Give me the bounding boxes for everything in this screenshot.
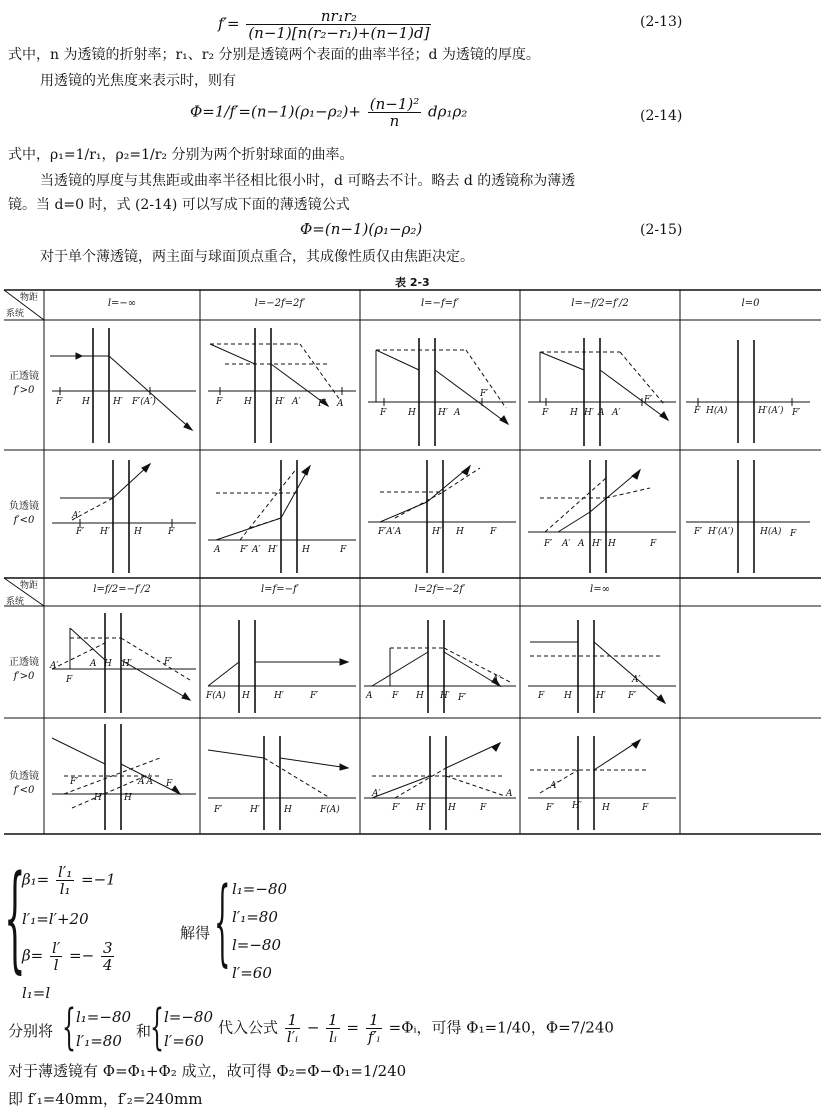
- header1-col4: l=−f/2=f′/2: [571, 298, 629, 309]
- eq-den: (n−1)[n(r₂−r₁)+(n−1)d]: [248, 24, 430, 42]
- svg-text:H′: H′: [440, 691, 450, 701]
- diagram-neg-l-zero: [686, 460, 810, 573]
- left-brace-2: {: [214, 870, 231, 979]
- formula-line: [218, 1012, 614, 1045]
- row-label-negative-2: [4, 770, 44, 798]
- svg-text:F: F: [480, 803, 487, 813]
- beta1-num: l′₁: [58, 863, 73, 881]
- svg-text:H′: H′: [572, 801, 582, 811]
- system-beta: [22, 940, 116, 973]
- beta-frac: [50, 940, 62, 973]
- svg-text:H: H: [244, 397, 252, 407]
- svg-text:H(A): H(A): [760, 527, 782, 537]
- svg-text:A: A: [337, 399, 344, 409]
- svg-text:F′: F′: [240, 545, 249, 555]
- diagram-neg-l-f: [208, 736, 356, 830]
- svg-text:F: F: [166, 779, 173, 789]
- beta1-rhs: =−1: [81, 870, 116, 889]
- svg-text:F′: F′: [310, 691, 319, 701]
- row-label-a: 正透镜: [9, 657, 39, 668]
- svg-text:F′: F′: [76, 527, 85, 537]
- eq-number-2-15: (2-15): [640, 222, 683, 238]
- svg-text:A′: A′: [632, 675, 641, 685]
- header1-col3: l=−f=f′: [420, 298, 459, 309]
- diagram-neg-l-neg-f: [368, 460, 516, 573]
- svg-text:H: H: [570, 408, 578, 418]
- diagram-pos-l-zero: [686, 340, 810, 443]
- svg-text:A′: A′: [562, 539, 571, 549]
- beta-fden: 4: [102, 956, 113, 974]
- svg-text:F: F: [56, 397, 63, 407]
- daiyu-label: 代入公式: [218, 1018, 279, 1037]
- row-label-positive-1: [4, 370, 44, 398]
- svg-text:F′: F′: [214, 805, 223, 815]
- svg-text:H′: H′: [250, 805, 260, 815]
- system-l1p: l′₁=l′+20: [22, 910, 89, 928]
- row-label-a: 负透镜: [9, 771, 39, 782]
- eq-2-13-fraction: [246, 8, 431, 41]
- svg-text:F′: F′: [164, 657, 173, 667]
- paragraph-line-2: 用透镜的光焦度来表示时，则有: [40, 73, 236, 89]
- svg-text:A: A: [454, 408, 461, 418]
- eq-num: nr₁r₂: [246, 8, 431, 25]
- pair1-b: l′₁=80: [76, 1032, 122, 1050]
- row-label-b: f′>0: [13, 385, 35, 396]
- svg-text:F′(A′): F′(A′): [132, 397, 156, 407]
- diagram-neg-l-neg-2f: [208, 460, 356, 573]
- svg-text:F: F: [790, 529, 797, 539]
- frac-b-num: 1: [328, 1011, 338, 1029]
- eq-lhs: Φ=1/f′=(n−1)(ρ₁−ρ₂)+: [190, 102, 361, 121]
- svg-text:F′: F′: [318, 399, 327, 409]
- svg-text:A′: A′: [292, 397, 301, 407]
- svg-text:H: H: [564, 691, 572, 701]
- svg-text:F′: F′: [70, 777, 79, 787]
- frac-b: [326, 1012, 340, 1045]
- paragraph-line-4: 当透镜的厚度与其焦距或曲率半径相比很小时，d 可略去不计。略去 d 的透镜称为薄透: [40, 173, 576, 189]
- beta-lhs: β=: [22, 946, 44, 965]
- svg-text:A′: A′: [612, 408, 621, 418]
- header2-col1: l=f/2=−f′/2: [93, 584, 151, 595]
- beta-fnum: 3: [102, 939, 113, 957]
- svg-text:A′: A′: [50, 661, 59, 671]
- eq-den: n: [389, 112, 400, 130]
- svg-text:F′: F′: [628, 691, 637, 701]
- svg-text:A: A: [366, 691, 373, 701]
- row-label-positive-2: [4, 656, 44, 684]
- header1-col2: l=−2f=2f′: [254, 298, 306, 309]
- beta1-frac: [56, 864, 74, 897]
- svg-text:H: H: [416, 691, 424, 701]
- paragraph-line-5: 镜。当 d=0 时，式 (2-14) 可以写成下面的薄透镜公式: [8, 197, 350, 213]
- svg-text:H′: H′: [596, 691, 606, 701]
- pair2-a: l=−80: [164, 1008, 214, 1026]
- pair2-b: l′=60: [164, 1032, 204, 1050]
- svg-text:F: F: [538, 691, 545, 701]
- row-label-b: f′<0: [13, 515, 35, 526]
- result-3: l=−80: [232, 936, 282, 954]
- svg-text:F′: F′: [694, 527, 703, 537]
- svg-text:H: H: [608, 539, 616, 549]
- minus-sign: −: [306, 1018, 320, 1037]
- svg-text:H(A): H(A): [706, 406, 728, 416]
- svg-text:H′: H′: [275, 397, 285, 407]
- frac-c: [366, 1012, 382, 1045]
- final-line: 即 f′₁=40mm，f′₂=240mm: [8, 1090, 203, 1108]
- header1-col1: l=−∞: [107, 298, 137, 309]
- svg-text:F: F: [392, 691, 399, 701]
- svg-text:H: H: [456, 527, 464, 537]
- svg-text:A: A: [578, 539, 585, 549]
- svg-text:F′: F′: [644, 395, 653, 405]
- svg-text:H′(A′): H′(A′): [708, 527, 734, 537]
- diagram-pos-l-neg-half-f: [528, 338, 676, 446]
- pair1-a: l₁=−80: [76, 1008, 132, 1026]
- eq-tail: dρ₁ρ₂: [428, 102, 468, 121]
- header2-col3: l=2f=−2f′: [414, 584, 466, 595]
- svg-text:F: F: [694, 406, 701, 416]
- svg-text:A: A: [506, 789, 513, 799]
- svg-text:F: F: [340, 545, 347, 555]
- svg-text:H: H: [124, 793, 132, 803]
- svg-text:H′: H′: [94, 793, 104, 803]
- diagram-neg-l-2f: [364, 736, 516, 830]
- header2-col2: l=f=−f′: [260, 584, 299, 595]
- svg-text:F: F: [380, 408, 387, 418]
- row-label-negative-1: [4, 500, 44, 528]
- row-label-b: f′>0: [13, 671, 35, 682]
- svg-text:H: H: [284, 805, 292, 815]
- svg-text:H: H: [242, 691, 250, 701]
- row-label-a: 正透镜: [9, 371, 39, 382]
- svg-text:A′: A′: [252, 545, 261, 555]
- he-label: 和: [136, 1022, 152, 1040]
- frac-b-den: lᵢ: [329, 1028, 337, 1046]
- eq-number-2-13: (2-13): [640, 14, 683, 30]
- frac-a-num: 1: [285, 1012, 300, 1029]
- svg-text:H′: H′: [122, 659, 132, 669]
- beta1-den: l₁: [59, 880, 71, 898]
- eq-2-14-fraction: [368, 96, 422, 129]
- paragraph-line-1: 式中，n 为透镜的折射率；r₁、r₂ 分别是透镜两个表面的曲率半径；d 为透镜的厚度。: [8, 47, 540, 63]
- jiede-label: 解得: [180, 924, 211, 942]
- svg-text:A′: A′: [72, 511, 81, 521]
- svg-text:A: A: [214, 545, 221, 555]
- svg-text:F(A): F(A): [206, 691, 226, 701]
- svg-text:H′: H′: [438, 408, 448, 418]
- svg-text:F: F: [642, 803, 649, 813]
- svg-text:H′: H′: [268, 545, 278, 555]
- header1-col5: l=0: [741, 298, 760, 309]
- svg-text:H: H: [602, 803, 610, 813]
- svg-text:H: H: [448, 803, 456, 813]
- svg-text:A: A: [598, 408, 605, 418]
- svg-text:F′: F′: [458, 693, 467, 703]
- result-4: l′=60: [232, 964, 272, 982]
- svg-text:F: F: [216, 397, 223, 407]
- svg-text:H: H: [82, 397, 90, 407]
- fenbie-label: 分别将: [8, 1022, 54, 1040]
- corner-label-top: 物距: [20, 293, 39, 303]
- thin-lens-line: 对于薄透镜有 Φ=Φ₁+Φ₂ 成立，故可得 Φ₂=Φ−Φ₁=1/240: [8, 1062, 407, 1080]
- system-l1: l₁=l: [22, 984, 51, 1002]
- equal-sign: =: [346, 1018, 360, 1037]
- system-beta1: [22, 864, 116, 897]
- svg-text:H′: H′: [592, 539, 602, 549]
- header2-col4: l=∞: [590, 584, 610, 595]
- corner-label-top-2: 物距: [20, 581, 39, 591]
- svg-text:F: F: [66, 675, 73, 685]
- svg-text:H′: H′: [274, 691, 284, 701]
- corner-label-bottom: 系统: [6, 309, 25, 319]
- beta-num: l′: [52, 939, 61, 957]
- svg-text:F: F: [168, 527, 175, 537]
- svg-text:F′: F′: [392, 803, 401, 813]
- svg-text:H′: H′: [584, 408, 594, 418]
- frac-a-den: l′ᵢ: [286, 1028, 299, 1046]
- row-label-a: 负透镜: [9, 501, 39, 512]
- corner-label-bottom-2: 系统: [6, 597, 25, 607]
- eq-num: (n−1)²: [369, 95, 420, 113]
- svg-text:F(A): F(A): [320, 805, 340, 815]
- row-label-b: f′<0: [13, 785, 35, 796]
- frac-c-den: f′ᵢ: [367, 1028, 380, 1046]
- beta1-lhs: β₁=: [22, 870, 50, 889]
- equation-2-15: Φ=(n−1)(ρ₁−ρ₂): [300, 220, 423, 238]
- diagram-pos-l-neg-2f: [208, 328, 356, 443]
- svg-text:H: H: [408, 408, 416, 418]
- frac-a: [285, 1012, 300, 1045]
- svg-text:F: F: [490, 527, 497, 537]
- svg-text:A: A: [90, 659, 97, 669]
- svg-text:A′: A′: [372, 789, 381, 799]
- equation-2-13: [218, 8, 433, 41]
- phi-result: =Φᵢ，可得 Φ₁=1/40，Φ=7/240: [388, 1018, 614, 1037]
- equation-2-14: [190, 96, 467, 129]
- svg-text:H: H: [134, 527, 142, 537]
- paragraph-line-6: 对于单个薄透镜，两主面与球面顶点重合，其成像性质仅由焦距决定。: [40, 249, 474, 265]
- eq-number-2-14: (2-14): [640, 108, 683, 124]
- left-brace-4: {: [150, 1001, 164, 1057]
- left-brace-1: {: [4, 851, 26, 988]
- svg-text:A′: A′: [550, 781, 559, 791]
- eq-lhs: f′=: [218, 14, 240, 33]
- svg-text:A′A: A′A: [138, 777, 154, 787]
- result-2: l′₁=80: [232, 908, 278, 926]
- diagram-neg-l-neg-half-f: [528, 460, 676, 573]
- svg-text:H: H: [302, 545, 310, 555]
- svg-text:F′: F′: [546, 803, 555, 813]
- table-2-3: [0, 288, 825, 838]
- diagram-pos-l-neg-inf: [50, 328, 196, 443]
- svg-text:H′: H′: [416, 803, 426, 813]
- frac-c-num: 1: [366, 1012, 382, 1029]
- svg-text:A′: A′: [492, 675, 501, 685]
- svg-text:F′A′A: F′A′A: [378, 527, 402, 537]
- beta-frac2: [101, 940, 115, 973]
- svg-text:F′: F′: [792, 408, 801, 418]
- result-1: l₁=−80: [232, 880, 288, 898]
- left-brace-3: {: [62, 1001, 76, 1057]
- svg-text:F′: F′: [480, 389, 489, 399]
- diagram-pos-l-neg-f: [368, 338, 516, 446]
- svg-text:F: F: [542, 408, 549, 418]
- paragraph-line-3: 式中，ρ₁=1/r₁，ρ₂=1/r₂ 分别为两个折射球面的曲率。: [8, 147, 354, 163]
- svg-text:F′: F′: [544, 539, 553, 549]
- svg-text:H′(A′): H′(A′): [758, 406, 784, 416]
- beta-den: l: [53, 956, 59, 974]
- svg-text:H′: H′: [113, 397, 123, 407]
- beta-rhs: =−: [69, 946, 95, 965]
- svg-text:H′: H′: [100, 527, 110, 537]
- svg-text:H: H: [104, 659, 112, 669]
- svg-text:H′: H′: [432, 527, 442, 537]
- svg-text:F: F: [650, 539, 657, 549]
- table-caption: 表 2-3: [395, 276, 430, 289]
